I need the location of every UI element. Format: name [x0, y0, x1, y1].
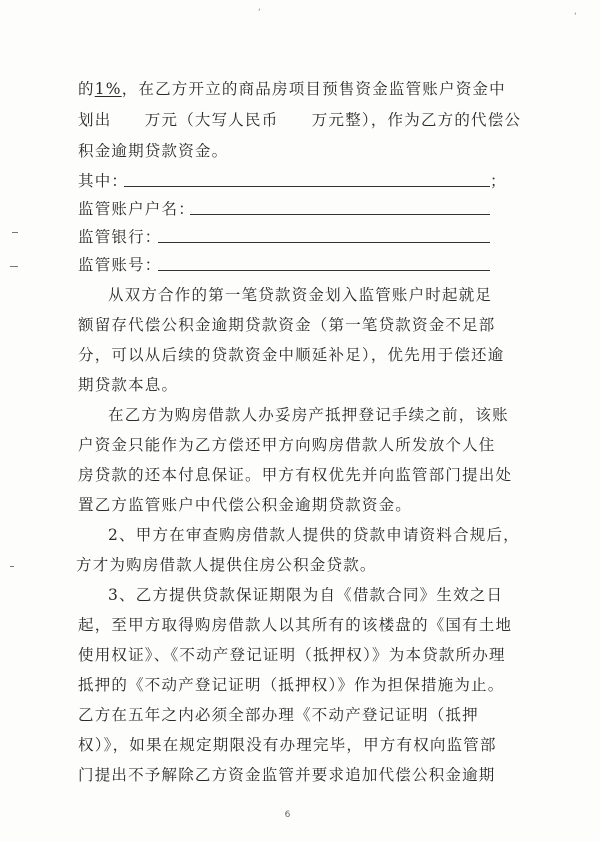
paragraph-line: 权）》，如果在规定期限没有办理完毕，甲方有权向监管部: [78, 736, 497, 754]
paragraph-line: 3、乙方提供贷款保证期限为自《借款合同》生效之日: [108, 586, 504, 604]
field-qizhong: [78, 170, 600, 192]
blank-line: [124, 186, 490, 187]
paragraph-line: 使用权证》、《不动产登记证明（抵押权）》为本贷款所办理: [78, 646, 506, 664]
blank-line: [190, 214, 490, 215]
field-label: 其中：: [78, 172, 129, 190]
field-bank: [78, 226, 600, 248]
scan-speck: [10, 566, 14, 567]
paragraph-line: 期贷款本息。: [78, 376, 179, 394]
blank-line: [158, 242, 490, 243]
paragraph-line: 起，至甲方取得购房借款人以其所有的该楼盘的《国有土地: [78, 616, 513, 634]
scan-speck: [10, 266, 18, 267]
paragraph-line: 积金逾期贷款资金。: [78, 142, 229, 160]
paragraph-line: 从双方合作的第一笔贷款资金划入监管账户时起就足: [108, 286, 493, 304]
text-segment: 的: [78, 80, 95, 98]
paragraph-line: 户资金只能作为乙方偿还甲方向购房借款人所发放个人住: [78, 436, 496, 454]
paragraph-line: 分，可以从后续的贷款资金中顺延补足），优先用于偿还逾: [78, 346, 505, 364]
paragraph-line: 2、甲方在审查购房借款人提供的贷款申请资料合规后，: [108, 526, 520, 544]
percent-value: 1%: [94, 80, 122, 98]
text-segment: ，在乙方开立的商品房项目预售资金监管账户资金中: [121, 80, 506, 98]
paragraph-line: 置乙方监管账户中代偿公积金逾期贷款资金。: [78, 496, 413, 514]
paragraph-line: 额留存代偿公积金逾期贷款资金（第一笔贷款资金不足部: [78, 316, 496, 334]
field-label: 监管账号：: [78, 256, 162, 274]
field-label: 监管账户户名：: [78, 200, 195, 218]
paragraph-line: 抵押的《不动产登记证明（抵押权）》作为担保措施为止。: [78, 676, 505, 694]
scan-mark: ‘: [258, 8, 261, 18]
field-label: 监管银行：: [78, 228, 162, 246]
paragraph-line: 在乙方为购房借款人办妥房产抵押登记手续之前，该账: [108, 406, 509, 424]
paragraph-line: 划出 万元（大写人民币 万元整），作为乙方的代偿公: [78, 111, 522, 129]
paragraph-line: 房贷款的还本付息保证。甲方有权优先并向监管部门提出处: [78, 466, 513, 484]
blank-line: [158, 270, 490, 271]
scan-speck: [12, 232, 18, 233]
paragraph-line: 方才为购房借款人提供住房公积金贷款。: [76, 556, 377, 574]
field-account-name: [78, 198, 600, 220]
scan-mark: ‘: [574, 12, 577, 22]
paragraph-line: [78, 78, 600, 100]
page-number: 6: [284, 810, 291, 820]
field-account-no: [78, 254, 600, 276]
paragraph-line: 门提出不予解除乙方资金监管并要求追加代偿公积金逾期: [78, 766, 496, 784]
paragraph-line: 乙方在五年之内必须全部办理《不动产登记证明（抵押: [78, 706, 479, 724]
field-end-mark: ；: [490, 172, 507, 190]
